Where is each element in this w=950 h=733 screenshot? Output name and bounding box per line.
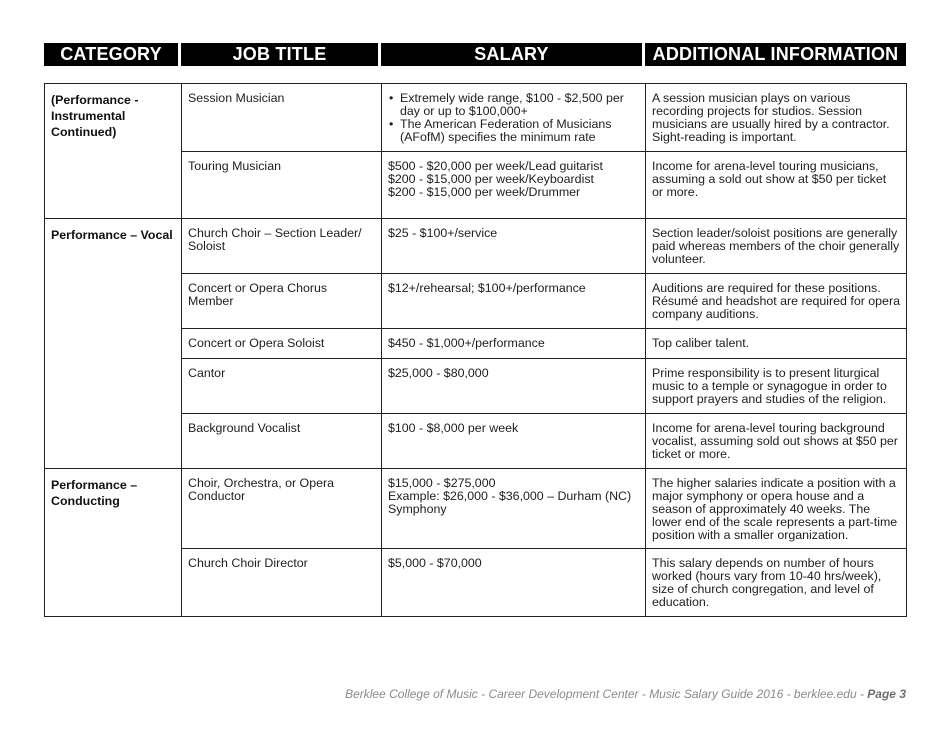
header-salary: SALARY (381, 43, 645, 66)
table-header (44, 43, 906, 66)
category-cell: Performance – Vocal (45, 219, 182, 469)
salary-bullet: • The American Federation of Musicians (AFofM) specifies the minimum rate (388, 118, 639, 144)
salary-cell (382, 152, 646, 219)
info-cell: This salary depends on number of hours worked (hours vary from 10-40 hrs/week), size of church congregation, and level of education. (646, 549, 907, 617)
salary-cell: $25,000 - $80,000 (382, 359, 646, 414)
header-category: CATEGORY (44, 43, 181, 66)
salary-cell: $450 - $1,000+/performance (382, 329, 646, 359)
salary-cell: $12+/rehearsal; $100+/performance (382, 274, 646, 329)
category-label: Performance – Conducting (51, 478, 138, 508)
job-title-cell: Church Choir Director (182, 549, 382, 617)
info-cell: Section leader/soloist positions are generally paid whereas members of the choir generally volunteer. (646, 219, 907, 274)
header-additional-information: ADDITIONAL INFORMATION (652, 44, 899, 64)
info-cell: Income for arena-level touring background vocalist, assuming sold out shows at $50 per ticket or more. (646, 414, 907, 469)
table-row (45, 219, 907, 274)
salary-line: $200 - $15,000 per week/Keyboardist (388, 172, 594, 186)
salary-cell: $100 - $8,000 per week (382, 414, 646, 469)
page-footer (345, 687, 906, 701)
info-cell: Top caliber talent. (646, 329, 907, 359)
info-cell: The higher salaries indicate a position with a major symphony or opera house and a season of approximately 40 weeks. The lower end of the scale represents a part-time position with a smaller organization. (646, 469, 907, 549)
job-title-cell: Touring Musician (182, 152, 382, 219)
job-title-cell: Background Vocalist (182, 414, 382, 469)
job-title-cell: Church Choir – Section Leader/ Soloist (182, 219, 382, 274)
job-title-cell: Concert or Opera Chorus Member (182, 274, 382, 329)
table-row (45, 84, 907, 152)
salary-cell: $25 - $100+/service (382, 219, 646, 274)
info-cell: Auditions are required for these positions. Résumé and headshot are required for opera company auditions. (646, 274, 907, 329)
category-cell (45, 469, 182, 617)
info-cell: Prime responsibility is to present liturgical music to a temple or synagogue in order to support prayers and studies of the religion. (646, 359, 907, 414)
info-cell: A session musician plays on various recording projects for studios. Session musicians are usually hired by a contractor. Sight-reading is important. (646, 84, 907, 152)
category-cell (45, 84, 182, 219)
job-title-cell: Concert or Opera Soloist (182, 329, 382, 359)
category-label: (Performance - Instrumental Continued) (51, 93, 139, 139)
footer-text: Berklee College of Music - Career Development Center - Music Salary Guide 2016 - berklee.edu - (345, 687, 868, 701)
job-title-cell: Choir, Orchestra, or Opera Conductor (182, 469, 382, 549)
table-row (45, 469, 907, 549)
salary-table (44, 83, 907, 617)
job-title-cell: Session Musician (182, 84, 382, 152)
salary-cell: $5,000 - $70,000 (382, 549, 646, 617)
salary-bullet: • Extremely wide range, $100 - $2,500 per day or up to $100,000+ (388, 92, 639, 118)
salary-line: $15,000 - $275,000 (388, 476, 496, 490)
salary-line: $500 - $20,000 per week/Lead guitarist (388, 159, 603, 173)
salary-bullet-list (388, 92, 639, 144)
salary-cell (382, 84, 646, 152)
salary-line: $200 - $15,000 per week/Drummer (388, 185, 581, 199)
salary-line: Example: $26,000 - $36,000 – Durham (NC) Symphony (388, 489, 632, 516)
job-title-cell: Cantor (182, 359, 382, 414)
page-number: Page 3 (867, 687, 906, 701)
salary-cell (382, 469, 646, 549)
header-job-title: JOB TITLE (181, 43, 381, 66)
info-cell: Income for arena-level touring musicians, assuming a sold out show at $50 per ticket or more. (646, 152, 907, 219)
